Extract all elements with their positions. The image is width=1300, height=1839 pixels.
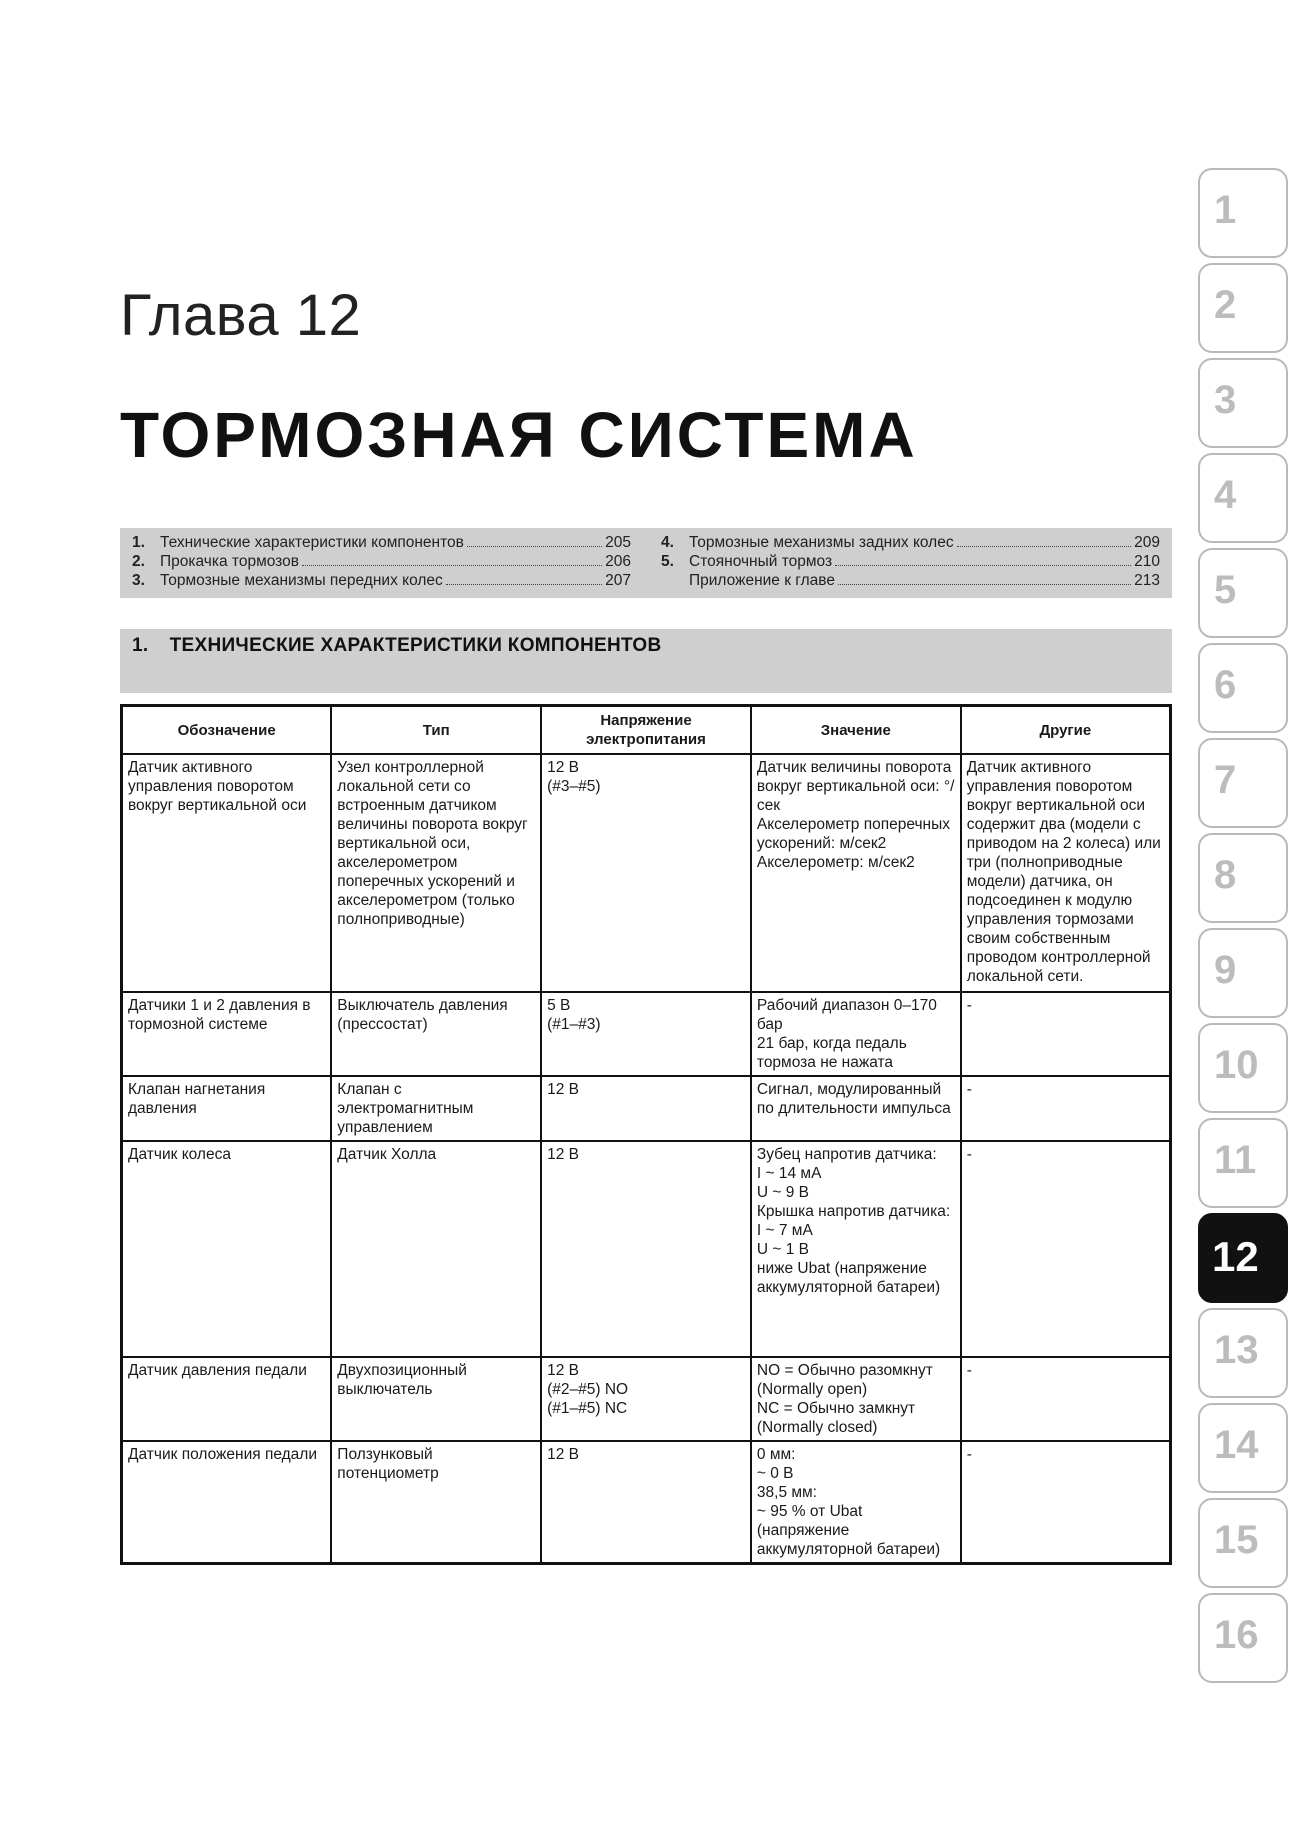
component-specs-table xyxy=(120,704,1172,1565)
cell-designation: Датчик положения педали xyxy=(122,1441,332,1564)
chapter-tab-13[interactable]: 13 xyxy=(1198,1308,1288,1398)
cell-supply-voltage: 12 В (#2–#5) NO (#1–#5) NC xyxy=(541,1357,751,1441)
table-row xyxy=(122,1441,1171,1564)
cell-supply-voltage: 12 В xyxy=(541,1076,751,1141)
cell-other: - xyxy=(961,1357,1171,1441)
cell-type: Ползунковый потенциометр xyxy=(331,1441,541,1564)
toc-leader-dots xyxy=(467,546,602,547)
cell-type: Выключатель давления (прессостат) xyxy=(331,992,541,1076)
chapter-tab-6[interactable]: 6 xyxy=(1198,643,1288,733)
toc-entry-page: 209 xyxy=(1134,534,1160,551)
chapter-label: Глава 12 xyxy=(120,283,362,348)
table-of-contents xyxy=(120,528,1172,598)
chapter-tab-2[interactable]: 2 xyxy=(1198,263,1288,353)
chapter-tab-4[interactable]: 4 xyxy=(1198,453,1288,543)
toc-entry-number: 2. xyxy=(132,553,145,570)
cell-designation: Датчик колеса xyxy=(122,1141,332,1357)
toc-leader-dots xyxy=(446,584,602,585)
cell-value: Сигнал, модулированный по длительности импульса xyxy=(751,1076,961,1141)
cell-value: 0 мм: ~ 0 В 38,5 мм: ~ 95 % от Ubat (напряжение аккумуляторной батареи) xyxy=(751,1441,961,1564)
toc-entry-number: 3. xyxy=(132,572,145,589)
cell-designation: Датчик давления педали xyxy=(122,1357,332,1441)
chapter-title: ТОРМОЗНАЯ СИСТЕМА xyxy=(120,399,918,471)
chapter-tab-11[interactable]: 11 xyxy=(1198,1118,1288,1208)
toc-entry-number: 4. xyxy=(661,534,674,551)
toc-entry-page: 207 xyxy=(605,572,631,589)
cell-other: - xyxy=(961,1441,1171,1564)
toc-entry[interactable] xyxy=(661,571,1160,590)
toc-entry[interactable] xyxy=(132,533,631,552)
column-header-other: Другие xyxy=(961,706,1171,755)
column-header-type: Тип xyxy=(331,706,541,755)
cell-supply-voltage: 5 В (#1–#3) xyxy=(541,992,751,1076)
cell-supply-voltage: 12 В xyxy=(541,1141,751,1357)
table-row xyxy=(122,992,1171,1076)
cell-value: Зубец напротив датчика: I ~ 14 мА U ~ 9 В Крышка напротив датчика: I ~ 7 мА U ~ 1 В ниже Ubat (напряжение аккумуляторной батареи) xyxy=(751,1141,961,1357)
cell-other: - xyxy=(961,992,1171,1076)
toc-entry-title: Технические характеристики компонентов xyxy=(160,534,464,551)
cell-type: Датчик Холла xyxy=(331,1141,541,1357)
chapter-tab-15[interactable]: 15 xyxy=(1198,1498,1288,1588)
cell-value: Датчик величины поворота вокруг вертикальной оси: °/сек Акселерометр поперечных ускорений: м/сек2 Акселерометр: м/сек2 xyxy=(751,754,961,992)
toc-column-right xyxy=(661,533,1160,598)
section-title: ТЕХНИЧЕСКИЕ ХАРАКТЕРИСТИКИ КОМПОНЕНТОВ xyxy=(169,635,662,656)
chapter-tab-9[interactable]: 9 xyxy=(1198,928,1288,1018)
toc-entry-title: Приложение к главе xyxy=(689,572,835,589)
toc-entry-page: 213 xyxy=(1134,572,1160,589)
toc-entry-number: 1. xyxy=(132,534,145,551)
cell-designation: Датчик активного управления поворотом вокруг вертикальной оси xyxy=(122,754,332,992)
cell-other: Датчик активного управления поворотом вокруг вертикальной оси содержит два (модели с приводом на 2 колеса) или три (полноприводные модели) датчика, он подсоединен к модулю управления тормозами своим собственным проводом контроллерной локальной сети. xyxy=(961,754,1171,992)
table-row xyxy=(122,1357,1171,1441)
toc-entry-title: Прокачка тормозов xyxy=(160,553,299,570)
toc-leader-dots xyxy=(957,546,1132,547)
toc-entry-title: Тормозные механизмы задних колес xyxy=(689,534,954,551)
section-number: 1. xyxy=(132,635,149,656)
cell-type: Двухпозиционный выключатель xyxy=(331,1357,541,1441)
chapter-tab-12[interactable]: 12 xyxy=(1198,1213,1288,1303)
toc-leader-dots xyxy=(835,565,1131,566)
chapter-tab-1[interactable]: 1 xyxy=(1198,168,1288,258)
toc-entry[interactable] xyxy=(661,533,1160,552)
toc-leader-dots xyxy=(838,584,1131,585)
toc-entry-title: Стояночный тормоз xyxy=(689,553,833,570)
column-header-supply-voltage: Напряжение электропитания xyxy=(541,706,751,755)
toc-leader-dots xyxy=(302,565,602,566)
chapter-tab-16[interactable]: 16 xyxy=(1198,1593,1288,1683)
chapter-tab-7[interactable]: 7 xyxy=(1198,738,1288,828)
toc-entry-page: 210 xyxy=(1134,553,1160,570)
column-header-value: Значение xyxy=(751,706,961,755)
cell-type: Узел контроллерной локальной сети со встроенным датчиком величины поворота вокруг вертикальной оси, акселерометром поперечных ускорений и акселерометром (только полноприводные) xyxy=(331,754,541,992)
cell-value: NO = Обычно разомкнут (Normally open) NC = Обычно замкнут (Normally closed) xyxy=(751,1357,961,1441)
toc-entry-title: Тормозные механизмы передних колес xyxy=(160,572,443,589)
toc-entry[interactable] xyxy=(132,571,631,590)
table-header-row xyxy=(122,706,1171,755)
toc-column-left xyxy=(132,533,631,598)
cell-other: - xyxy=(961,1141,1171,1357)
chapter-tab-10[interactable]: 10 xyxy=(1198,1023,1288,1113)
cell-designation: Клапан нагнетания давления xyxy=(122,1076,332,1141)
table-row xyxy=(122,1076,1171,1141)
section-heading xyxy=(120,629,1172,693)
chapter-tab-3[interactable]: 3 xyxy=(1198,358,1288,448)
cell-designation: Датчики 1 и 2 давления в тормозной системе xyxy=(122,992,332,1076)
toc-entry-page: 206 xyxy=(605,553,631,570)
toc-entry-number: 5. xyxy=(661,553,674,570)
toc-entry[interactable] xyxy=(132,552,631,571)
cell-value: Рабочий диапазон 0–170 бар 21 бар, когда педаль тормоза не нажата xyxy=(751,992,961,1076)
column-header-designation: Обозначение xyxy=(122,706,332,755)
cell-type: Клапан с электромагнитным управлением xyxy=(331,1076,541,1141)
cell-other: - xyxy=(961,1076,1171,1141)
cell-supply-voltage: 12 В (#3–#5) xyxy=(541,754,751,992)
chapter-tab-5[interactable]: 5 xyxy=(1198,548,1288,638)
chapter-tab-8[interactable]: 8 xyxy=(1198,833,1288,923)
cell-supply-voltage: 12 В xyxy=(541,1441,751,1564)
chapter-tab-14[interactable]: 14 xyxy=(1198,1403,1288,1493)
table-row xyxy=(122,754,1171,992)
toc-entry[interactable] xyxy=(661,552,1160,571)
toc-entry-page: 205 xyxy=(605,534,631,551)
table-row xyxy=(122,1141,1171,1357)
